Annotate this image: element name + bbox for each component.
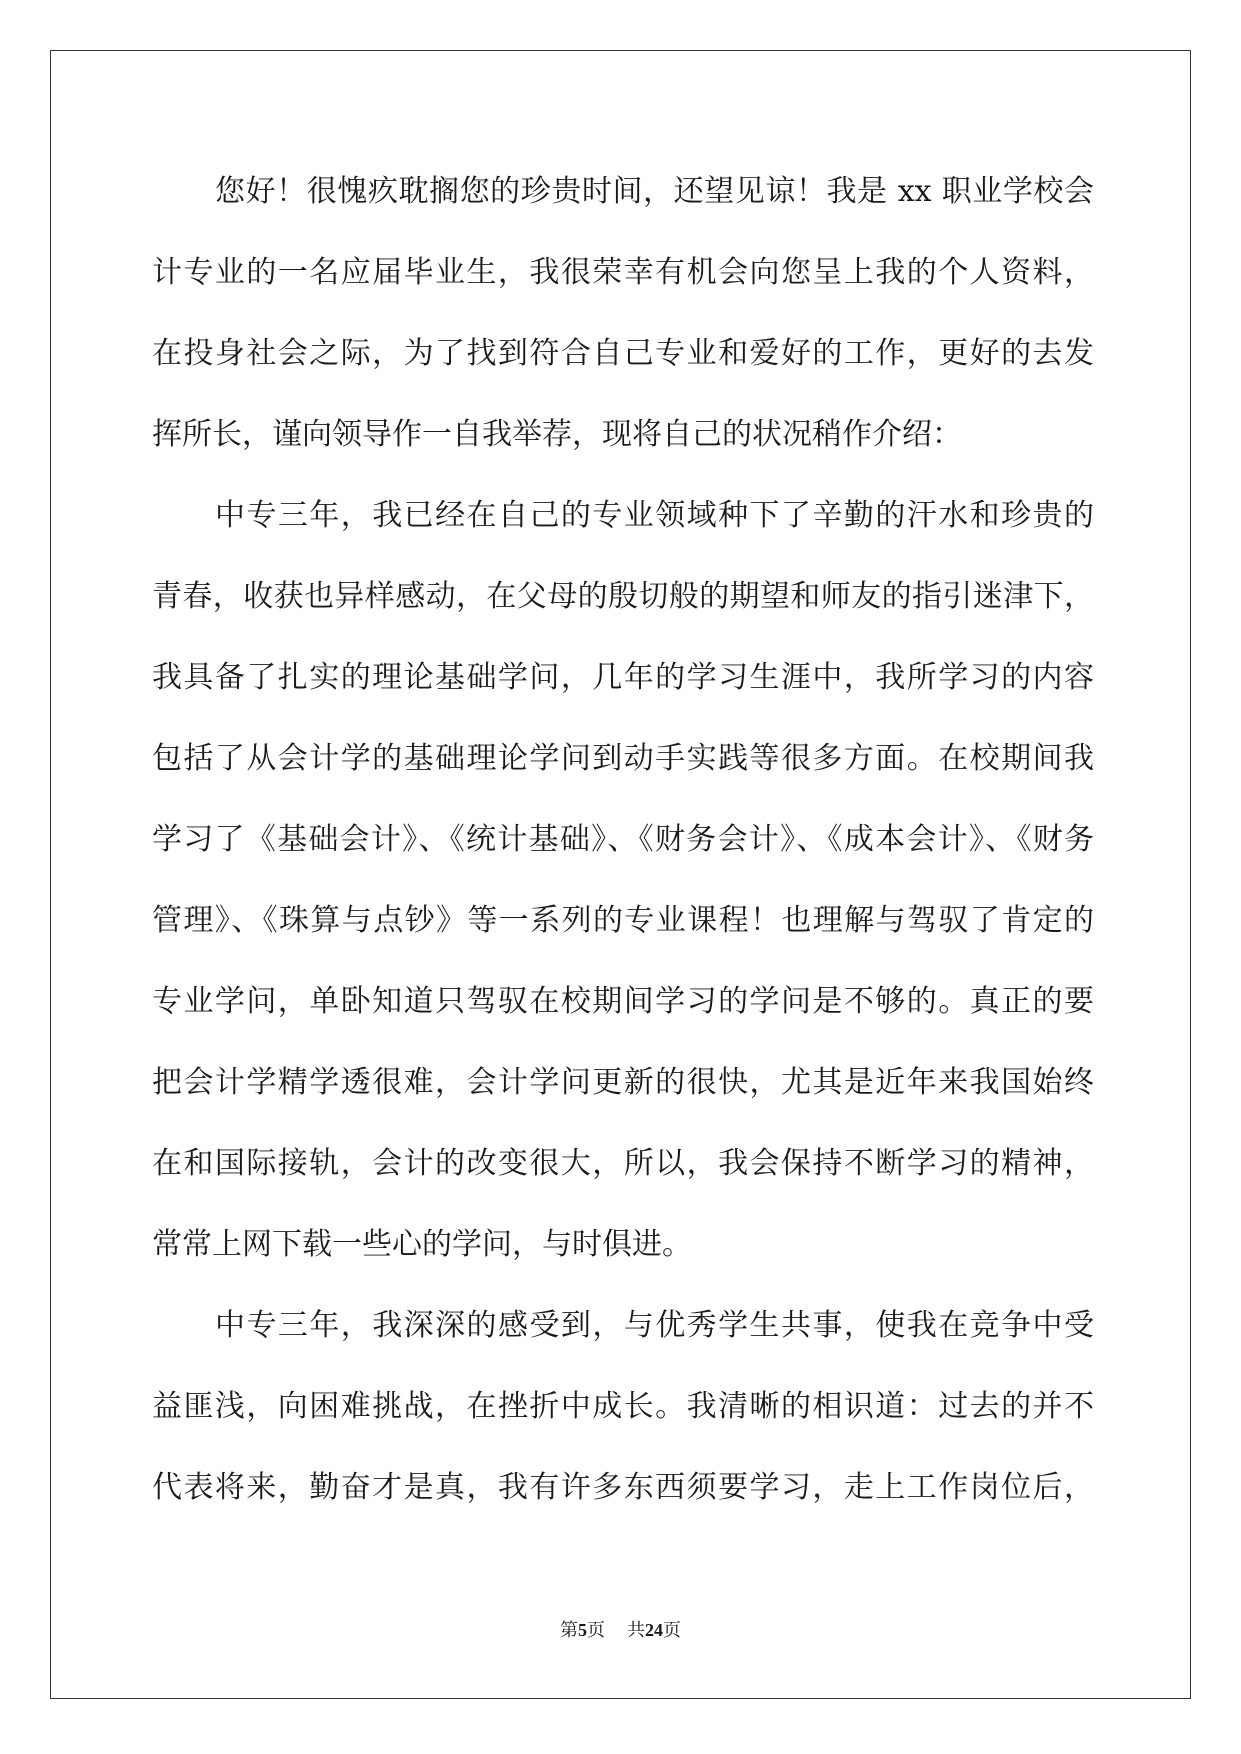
paragraph-2-line-10: 常常上网下载一些心的学问，与时俱进。 bbox=[152, 1227, 692, 1262]
paragraph-2-line-6: 管理》、《珠算与点钞》等一系列的专业课程！也理解与驾驭了肯定的 bbox=[152, 903, 1094, 938]
page-footer bbox=[0, 1618, 1241, 1643]
paragraph-2-line-7: 专业学问，单卧知道只驾驭在校期间学习的学问是不够的。真正的要 bbox=[152, 984, 1094, 1019]
letter-body bbox=[152, 162, 1094, 1539]
paragraph-1-line-2: 计专业的一名应届毕业生，我很荣幸有机会向您呈上我的个人资料， bbox=[152, 255, 1094, 290]
total-pages: 24 bbox=[645, 1620, 663, 1640]
page-prefix: 第 bbox=[560, 1620, 578, 1641]
paragraph-3-line-3: 代表将来，勤奋才是真，我有许多东西须要学习，走上工作岗位后， bbox=[152, 1470, 1094, 1505]
paragraph-1-line-4: 挥所长，谨向领导作一自我举荐，现将自己的状况稍作介绍： bbox=[152, 417, 962, 452]
paragraph-2-line-9: 在和国际接轨，会计的改变很大，所以，我会保持不断学习的精神， bbox=[152, 1146, 1094, 1181]
paragraph-3-line-1: 中专三年，我深深的感受到，与优秀学生共事，使我在竞争中受 bbox=[215, 1308, 1094, 1343]
page-suffix: 页 bbox=[587, 1620, 605, 1641]
paragraph-2-line-3: 我具备了扎实的理论基础学问，几年的学习生涯中，我所学习的内容 bbox=[152, 660, 1094, 695]
paragraph-2-line-8: 把会计学精学透很难，会计学问更新的很快，尤其是近年来我国始终 bbox=[152, 1065, 1094, 1100]
total-prefix: 共 bbox=[627, 1620, 645, 1641]
paragraph-2-line-4: 包括了从会计学的基础理论学问到动手实践等很多方面。在校期间我 bbox=[152, 741, 1094, 776]
paragraph-2-line-2: 青春，收获也异样感动，在父母的殷切般的期望和师友的指引迷津下， bbox=[152, 579, 1094, 614]
page-number: 5 bbox=[578, 1620, 587, 1640]
paragraph-2-line-5: 学习了《基础会计》、《统计基础》、《财务会计》、《成本会计》、《财务 bbox=[152, 822, 1094, 857]
total-suffix: 页 bbox=[663, 1620, 681, 1641]
paragraph-1-line-1: 您好！很愧疚耽搁您的珍贵时间，还望见谅！我是 xx 职业学校会 bbox=[215, 174, 1094, 209]
paragraph-3-line-2: 益匪浅，向困难挑战，在挫折中成长。我清晰的相识道：过去的并不 bbox=[152, 1389, 1094, 1424]
paragraph-1-line-3: 在投身社会之际，为了找到符合自己专业和爱好的工作，更好的去发 bbox=[152, 336, 1094, 371]
paragraph-2-line-1: 中专三年，我已经在自己的专业领域种下了辛勤的汗水和珍贵的 bbox=[215, 498, 1094, 533]
